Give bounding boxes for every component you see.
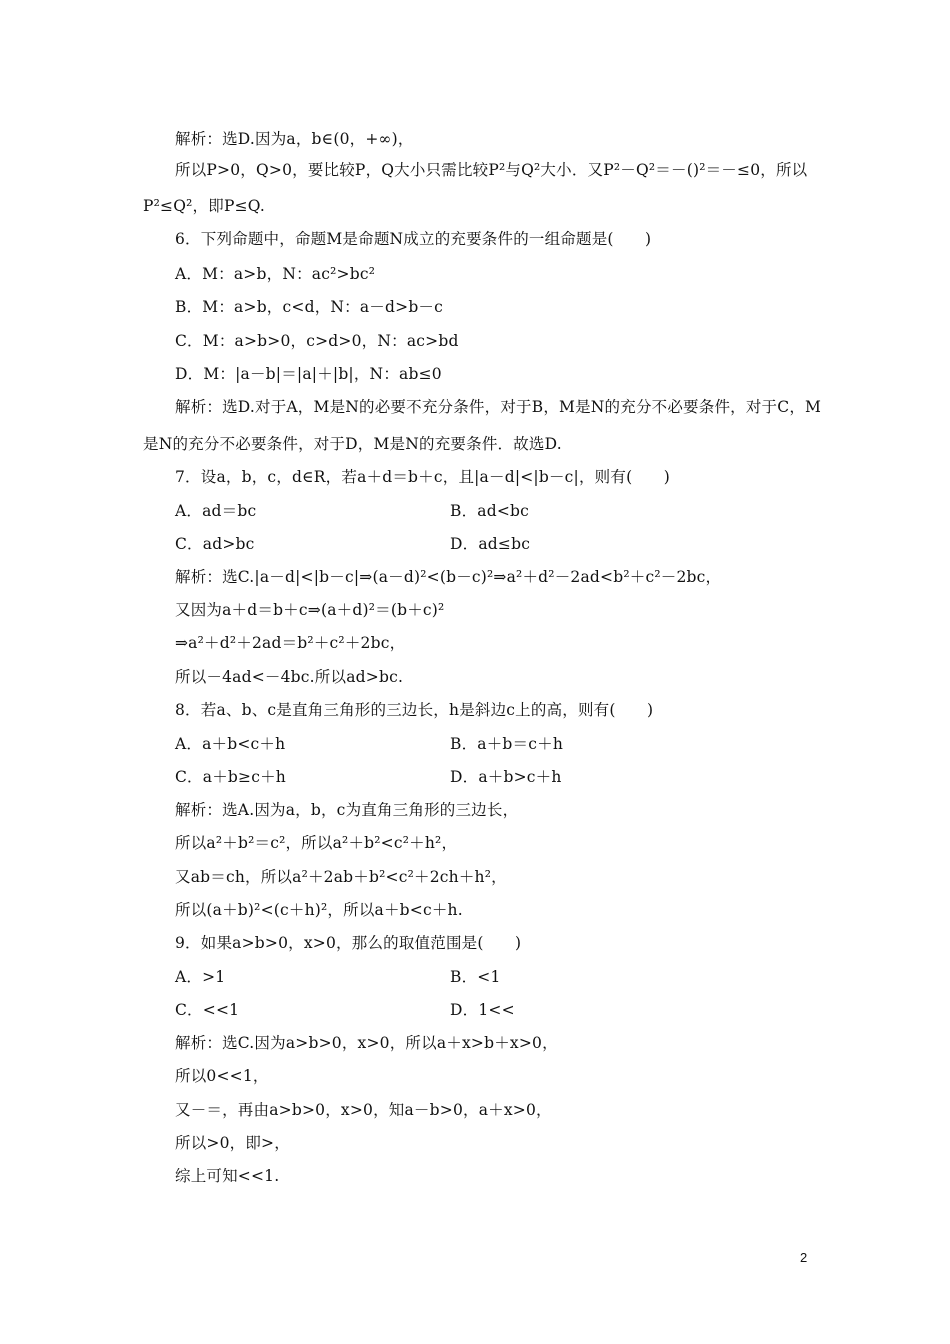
- solution-9-line: 综上可知<<1.: [175, 1167, 280, 1185]
- question-9: 9．如果a>b>0，x>0，那么的取值范围是( ): [175, 934, 522, 952]
- solution-8-line: 所以(a＋b)²<(c＋h)²，所以a＋b<c＋h.: [175, 901, 463, 919]
- solution-6-line: 是N的充分不必要条件，对于D，M是N的充要条件．故选D.: [143, 435, 562, 453]
- solution-7-line: ⇒a²＋d²＋2ad＝b²＋c²＋2bc，: [175, 634, 406, 652]
- solution-8-line: 又ab＝ch，所以a²＋2ab＋b²<c²＋2ch＋h²，: [175, 868, 507, 886]
- solution-8-line: 所以a²＋b²＝c²，所以a²＋b²<c²＋h²，: [175, 834, 458, 852]
- solution-5-line: P²≤Q²，即P≤Q.: [143, 197, 266, 215]
- solution-9: 解析：选C.因为a>b>0，x>0，所以a＋x>b＋x>0，: [175, 1034, 558, 1052]
- solution-9-line: 所以>0，即>，: [175, 1134, 290, 1152]
- option-b: B．ad<bc: [450, 502, 530, 520]
- option-a: A．a＋b<c＋h: [175, 735, 286, 753]
- option-b: B．<1: [450, 968, 501, 986]
- option-d: D．1<<: [450, 1001, 515, 1019]
- option-c: C．a＋b≥c＋h: [175, 768, 286, 786]
- option-c: C．M：a>b>0，c>d>0，N：ac>bd: [175, 332, 459, 350]
- solution-8: 解析：选A.因为a，b，c为直角三角形的三边长，: [175, 801, 519, 819]
- solution-5: 解析：选D.因为a，b∈(0，+∞)，: [175, 130, 414, 148]
- option-a: A．ad＝bc: [175, 502, 257, 520]
- solution-6: 解析：选D.对于A，M是N的必要不充分条件，对于B，M是N的充分不必要条件，对于C，M: [175, 398, 822, 416]
- option-d: D．a＋b>c＋h: [450, 768, 562, 786]
- solution-5-line: 所以P>0，Q>0，要比较P，Q大小只需比较P²与Q²大小．又P²－Q²＝－()²＝－≤0，所以: [175, 161, 808, 179]
- question-8: 8．若a、b、c是直角三角形的三边长，h是斜边c上的高，则有( ): [175, 701, 654, 719]
- solution-7-line: 所以－4ad<－4bc.所以ad>bc.: [175, 668, 404, 686]
- option-d: D．M：|a－b|＝|a|＋|b|，N：ab≤0: [175, 365, 442, 383]
- solution-9-line: 所以0<<1，: [175, 1067, 269, 1085]
- option-a: A．M：a>b，N：ac²>bc²: [175, 265, 376, 283]
- solution-9-line: 又－＝，再由a>b>0，x>0，知a－b>0，a＋x>0，: [175, 1101, 552, 1119]
- solution-7-line: 又因为a＋d＝b＋c⇒(a＋d)²＝(b＋c)²: [175, 601, 445, 619]
- question-6: 6．下列命题中，命题M是命题N成立的充要条件的一组命题是( ): [175, 230, 652, 248]
- option-d: D．ad≤bc: [450, 535, 531, 553]
- option-b: B．a＋b＝c＋h: [450, 735, 564, 753]
- option-b: B．M：a>b，c<d，N：a－d>b－c: [175, 298, 444, 316]
- page-number: 2: [800, 1250, 808, 1265]
- option-c: C．<<1: [175, 1001, 240, 1019]
- solution-7: 解析：选C.|a－d|<|b－c|⇒(a－d)²<(b－c)²⇒a²＋d²－2ad<b²＋c²－2bc，: [175, 568, 722, 586]
- option-c: C．ad>bc: [175, 535, 255, 553]
- option-a: A．>1: [175, 968, 226, 986]
- question-7: 7．设a，b，c，d∈R，若a＋d＝b＋c，且|a－d|<|b－c|，则有( ): [175, 468, 670, 486]
